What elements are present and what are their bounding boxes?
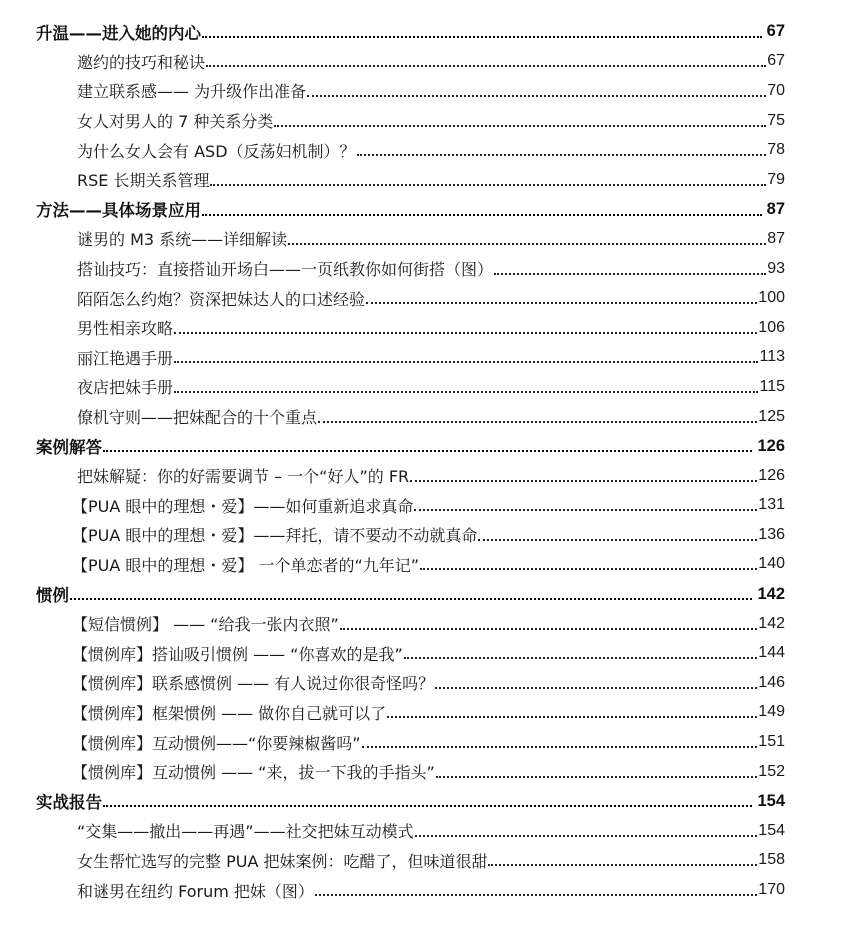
dot-leader (435, 671, 757, 689)
toc-entry-title: “交集——撤出——再遇”——社交把妹互动模式 (77, 822, 414, 842)
toc-entry-title: 【短信惯例】 —— “给我一张内衣照” (72, 615, 339, 635)
toc-entry[interactable] (0, 875, 850, 905)
dot-leader (415, 819, 758, 837)
toc-entry[interactable] (0, 638, 850, 668)
toc-page-number: 78 (767, 141, 785, 159)
dot-leader (70, 582, 752, 601)
dot-leader (494, 257, 766, 275)
toc-entry-title: 把妹解疑：你的好需要调节 – 一个“好人”的 FR (77, 467, 410, 487)
toc-page-number: 126 (758, 466, 785, 484)
toc-section-title: 升温——进入她的内心 (36, 23, 201, 43)
dot-leader (103, 789, 752, 808)
dot-leader (174, 316, 757, 334)
toc-page-number: 151 (758, 733, 785, 751)
toc-entry[interactable] (0, 47, 850, 77)
toc-section-heading[interactable] (0, 786, 850, 816)
toc-entry-title: 僚机守则——把妹配合的十个重点 (77, 408, 318, 428)
toc-entry[interactable] (0, 76, 850, 106)
toc-page-number: 67 (766, 22, 785, 41)
toc-page-number: 87 (767, 229, 785, 247)
toc-entry-title: 搭讪技巧：直接搭讪开场白——一页纸教你如何街搭（图） (77, 260, 494, 280)
dot-leader (410, 464, 757, 482)
dot-leader (307, 79, 766, 97)
toc-entry[interactable] (0, 550, 850, 580)
toc-page-number: 115 (759, 377, 785, 395)
toc-entry-title: 【惯例库】框架惯例 —— 做你自己就可以了 (72, 703, 387, 723)
toc-entry-title: 和谜男在纽约 Forum 把妹（图） (77, 881, 314, 901)
toc-entry[interactable] (0, 283, 850, 313)
toc-page-number: 106 (758, 318, 785, 336)
toc-page-number: 144 (758, 644, 785, 662)
dot-leader (210, 168, 766, 186)
toc-section-title: 惯例 (36, 586, 69, 606)
toc-entry[interactable] (0, 135, 850, 165)
toc-page-number: 100 (758, 289, 785, 307)
toc-entry[interactable] (0, 461, 850, 491)
toc-entry-title: 【PUA 眼中的理想・爱】 一个单恋者的“九年记” (72, 555, 420, 575)
dot-leader (387, 700, 757, 718)
toc-page-number: 149 (758, 703, 785, 721)
toc-section-heading[interactable] (0, 195, 850, 225)
dot-leader (404, 641, 758, 659)
table-of-contents (0, 17, 850, 905)
toc-section-heading[interactable] (0, 431, 850, 461)
toc-entry-title: 女人对男人的 7 种关系分类 (77, 112, 274, 132)
dot-leader (174, 345, 758, 363)
dot-leader (357, 138, 767, 156)
toc-section-title: 案例解答 (36, 438, 102, 458)
toc-entry-title: 男性相亲攻略 (77, 319, 174, 339)
toc-entry[interactable] (0, 106, 850, 136)
dot-leader (288, 227, 766, 245)
toc-page-number: 131 (758, 496, 785, 514)
toc-page-number: 93 (767, 259, 785, 277)
toc-page-number: 75 (767, 111, 785, 129)
toc-entry-title: 【惯例库】互动惯例——“你要辣椒酱吗” (72, 733, 361, 753)
toc-entry-title: 谜男的 M3 系统——详细解读 (77, 230, 288, 250)
toc-entry-title: 夜店把妹手册 (77, 378, 174, 398)
dot-leader (274, 109, 766, 127)
dot-leader (318, 405, 757, 423)
toc-page-number: 158 (758, 851, 785, 869)
dot-leader (206, 49, 766, 67)
dot-leader (478, 523, 757, 541)
toc-page-number: 70 (767, 81, 785, 99)
toc-entry[interactable] (0, 165, 850, 195)
toc-entry[interactable] (0, 757, 850, 787)
toc-page-number: 67 (767, 52, 785, 70)
toc-page-number: 136 (758, 525, 785, 543)
dot-leader (103, 434, 752, 453)
dot-leader (488, 848, 757, 866)
toc-entry[interactable] (0, 668, 850, 698)
toc-entry[interactable] (0, 727, 850, 757)
toc-entry-title: RSE 长期关系管理 (77, 171, 210, 191)
dot-leader (202, 197, 762, 216)
toc-entry-title: 建立联系感—— 为升级作出准备 (77, 82, 307, 102)
toc-section-heading[interactable] (0, 17, 850, 47)
toc-entry[interactable] (0, 224, 850, 254)
dot-leader (315, 878, 757, 896)
toc-page-number: 87 (766, 199, 785, 218)
toc-page-number: 154 (758, 821, 785, 839)
toc-page-number: 146 (758, 673, 785, 691)
toc-entry-title: 邀约的技巧和秘诀 (77, 52, 206, 72)
toc-entry-title: 【惯例库】联系感惯例 —— 有人说过你很奇怪吗？ (72, 674, 435, 694)
toc-entry[interactable] (0, 491, 850, 521)
toc-page-number: 170 (758, 881, 785, 899)
toc-page-number: 142 (758, 614, 785, 632)
dot-leader (362, 730, 758, 748)
toc-entry-title: 陌陌怎么约炮？资深把妹达人的口述经验 (77, 289, 366, 309)
toc-entry-title: 【惯例库】互动惯例 —— “来，拔一下我的手指头” (72, 763, 435, 783)
toc-page-number: 113 (759, 348, 785, 366)
toc-entry-title: 丽江艳遇手册 (77, 348, 174, 368)
dot-leader (436, 760, 758, 778)
dot-leader (366, 286, 757, 304)
toc-entry[interactable] (0, 372, 850, 402)
toc-entry-title: 【PUA 眼中的理想・爱】——如何重新追求真命 (72, 496, 414, 516)
toc-entry[interactable] (0, 816, 850, 846)
toc-page-number: 79 (767, 170, 785, 188)
toc-page-number: 126 (757, 436, 785, 455)
toc-entry-title: 【惯例库】搭讪吸引惯例 —— “你喜欢的是我” (72, 644, 403, 664)
toc-entry[interactable] (0, 343, 850, 373)
dot-leader (414, 493, 757, 511)
dot-leader (174, 375, 758, 393)
toc-entry[interactable] (0, 609, 850, 639)
toc-page-number: 140 (758, 555, 785, 573)
toc-entry[interactable] (0, 313, 850, 343)
toc-entry[interactable] (0, 846, 850, 876)
toc-entry-title: 【PUA 眼中的理想・爱】——拜托，请不要动不动就真命 (72, 526, 478, 546)
toc-page-number: 152 (758, 762, 785, 780)
toc-section-title: 实战报告 (36, 793, 102, 813)
toc-entry[interactable] (0, 520, 850, 550)
toc-entry-title: 为什么女人会有 ASD（反荡妇机制）？ (77, 141, 356, 161)
toc-page-number: 142 (757, 584, 785, 603)
dot-leader (420, 552, 757, 570)
toc-section-title: 方法——具体场景应用 (36, 201, 201, 221)
dot-leader (340, 612, 758, 630)
toc-page-number: 125 (758, 407, 785, 425)
toc-entry[interactable] (0, 698, 850, 728)
dot-leader (202, 20, 762, 39)
toc-entry-title: 女生帮忙选写的完整 PUA 把妹案例：吃醋了，但味道很甜 (77, 851, 488, 871)
toc-entry[interactable] (0, 254, 850, 284)
toc-entry[interactable] (0, 402, 850, 432)
toc-page-number: 154 (757, 791, 785, 810)
toc-section-heading[interactable] (0, 579, 850, 609)
